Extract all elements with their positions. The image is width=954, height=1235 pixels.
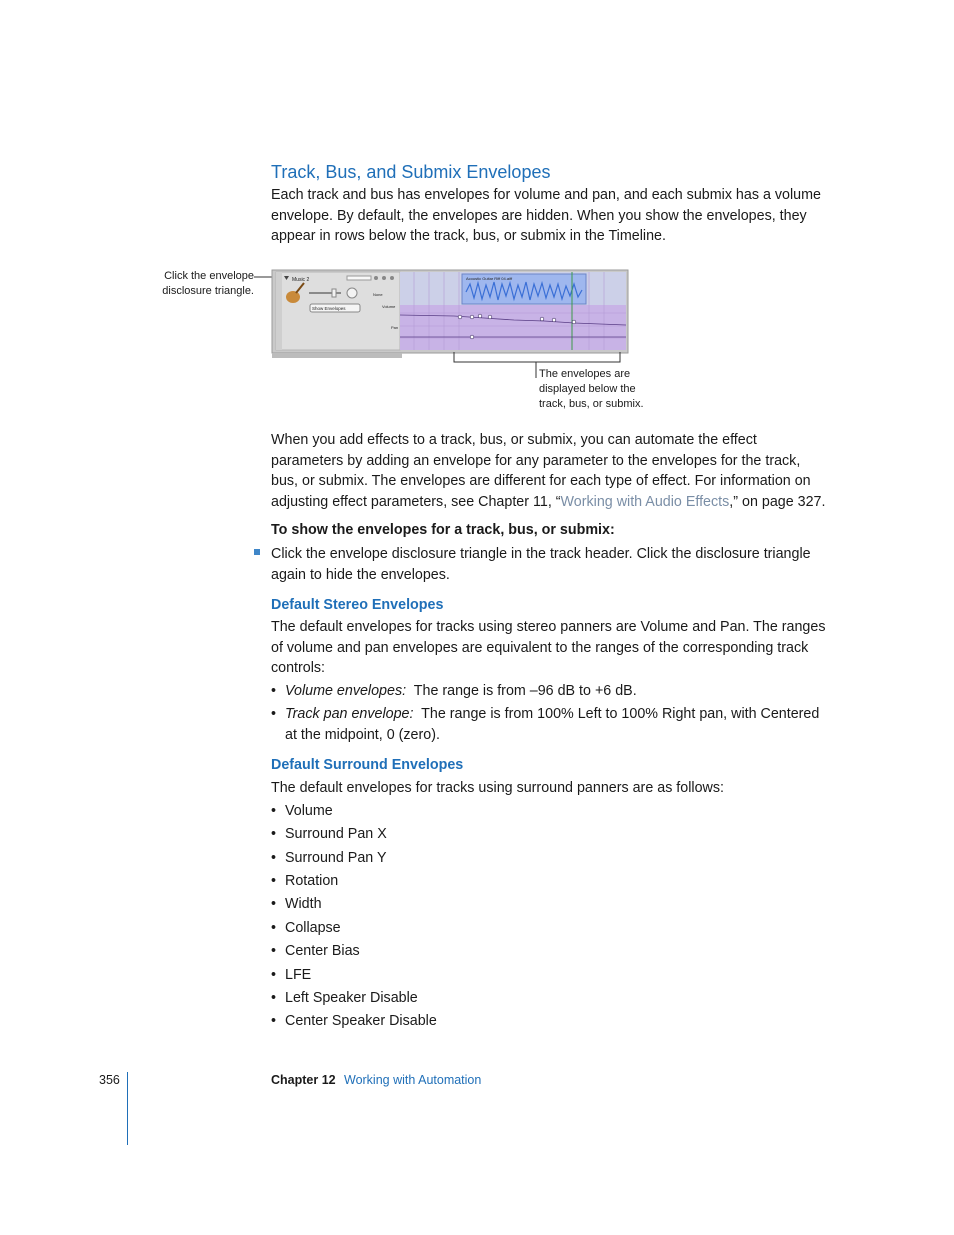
mute-label: None [373,292,383,297]
list-item: • Rotation [271,871,831,892]
item-text: Surround Pan X [285,826,387,842]
callout-bottom: The envelopes are displayed below the track, bus, or submix. [539,368,644,410]
list-item: • Left Speaker Disable [271,988,831,1009]
row-label-volume: Volume [382,304,396,309]
list-item: • Surround Pan X [271,824,831,845]
footer-rule [127,1072,128,1145]
item-text: The range is from 100% Left to 100% Right pan, with Centered at the midpoint, 0 (zero). [285,706,820,743]
item-text: LFE [285,967,312,983]
item-label: Volume envelopes: [285,683,407,699]
item-text: The range is from –96 dB to +6 dB. [413,683,637,699]
item-text: Center Bias [285,943,360,959]
list-item: • Center Bias [271,941,831,962]
item-label: Track pan envelope: [285,706,414,722]
row-label-pan: Pan [391,325,399,330]
effects-paragraph [271,430,831,512]
list-item: • Center Speaker Disable [271,1011,831,1032]
footer-section[interactable]: Working with Automation [344,1073,482,1087]
track-name: Music 2 [292,277,310,283]
footer-chapter: Chapter 12 [271,1073,336,1087]
para2-text: When you add effects to a track, bus, or submix, you can automate the effect parameters by adding an envelope for any parameter to the envelopes for the track, bus, or submix. The envelopes are different for each type of effect. For information on adjusting effect parameters, see Chapter 11, “ [271,432,811,510]
surround-heading: Default Surround Envelopes [271,757,464,773]
list-item: • Volume [271,801,831,822]
item-text: Width [285,896,322,912]
section-title: Track, Bus, and Submix Envelopes [271,162,551,182]
item-text: Center Speaker Disable [285,1013,437,1029]
list-item: • Width [271,894,831,915]
list-item: • Track pan envelope: The range is from 100% Left to 100% Right pan, with Centered at the midpoint, 0 (zero). [271,706,820,743]
item-text: Left Speaker Disable [285,990,418,1006]
item-text: Collapse [285,920,341,936]
page-number: 356 [99,1073,120,1087]
task-step: Click the envelope disclosure triangle in the track header. Click the disclosure triangle again to hide the envelopes. [271,546,811,583]
clip-name: Acoustic Guitar Riff 04.aiff [466,276,513,281]
audio-effects-link[interactable]: Working with Audio Effects [560,493,730,510]
show-envelopes-menu: Show Envelopes [312,306,346,311]
intro-paragraph: Each track and bus has envelopes for volume and pan, and each submix has a volume envelope. By default, the envelopes are hidden. When you show the envelopes, they appear in rows below the track, bus, or submix in the Timeline. [271,187,821,244]
list-item: • LFE [271,965,831,986]
stereo-paragraph: The default envelopes for tracks using stereo panners are Volume and Pan. The ranges of volume and pan envelopes are equivalent to the ranges of the corresponding track controls: [271,619,826,676]
surround-paragraph: The default envelopes for tracks using surround panners are as follows: [271,780,724,796]
item-text: Rotation [285,873,339,889]
task-title: To show the envelopes for a track, bus, or submix: [271,522,615,538]
item-text: Surround Pan Y [285,850,387,866]
callout-left: Click the envelope disclosure triangle. [162,270,254,297]
list-item: • Volume envelopes: The range is from –96 dB to +6 dB. [271,683,637,699]
para2-tail: ,” on page 327. [729,493,826,510]
item-text: Volume [285,803,333,819]
list-item: • Collapse [271,918,831,939]
list-item: • Surround Pan Y [271,848,831,869]
step-marker-icon [254,549,260,555]
stereo-heading: Default Stereo Envelopes [271,597,444,613]
